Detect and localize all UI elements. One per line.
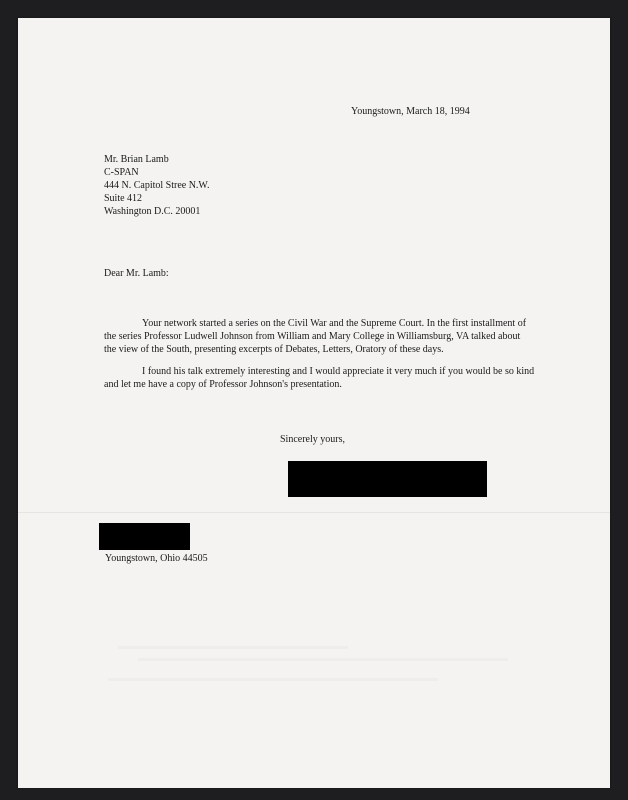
salutation: Dear Mr. Lamb: [104, 268, 169, 279]
recipient-organization: C-SPAN [104, 167, 139, 178]
bleed-through-mark [138, 658, 508, 661]
paper-fold-line [18, 512, 610, 513]
recipient-address [104, 153, 209, 218]
recipient-suite: Suite 412 [104, 193, 143, 204]
recipient-name: Mr. Brian Lamb [104, 154, 169, 165]
paragraph-line: the series Professor Ludwell Johnson from William and Mary College in Williamsburg, VA talked about [104, 331, 521, 342]
bleed-through-mark [118, 646, 348, 649]
signature-redaction [288, 461, 487, 497]
paragraph-line: I found his talk extremely interesting and I would appreciate it very much if you would be so kind [142, 366, 535, 377]
closing: Sincerely yours, [280, 434, 345, 445]
letter-page [18, 18, 610, 788]
bleed-through-mark [108, 678, 438, 681]
recipient-city: Washington D.C. 20001 [104, 206, 201, 217]
paragraph-line: the view of the South, presenting excerpts of Debates, Letters, Oratory of these days. [104, 344, 444, 355]
body-paragraph-1 [104, 317, 526, 356]
body-paragraph-2 [104, 365, 534, 391]
paragraph-line: and let me have a copy of Professor Johnson's presentation. [104, 379, 342, 390]
letter-date: Youngstown, March 18, 1994 [351, 106, 470, 117]
paragraph-line: Your network started a series on the Civil War and the Supreme Court. In the first installment of [142, 318, 527, 329]
sender-city: Youngstown, Ohio 44505 [105, 553, 208, 564]
recipient-street: 444 N. Capitol Stree N.W. [104, 180, 210, 191]
sender-name-redaction [99, 523, 190, 550]
